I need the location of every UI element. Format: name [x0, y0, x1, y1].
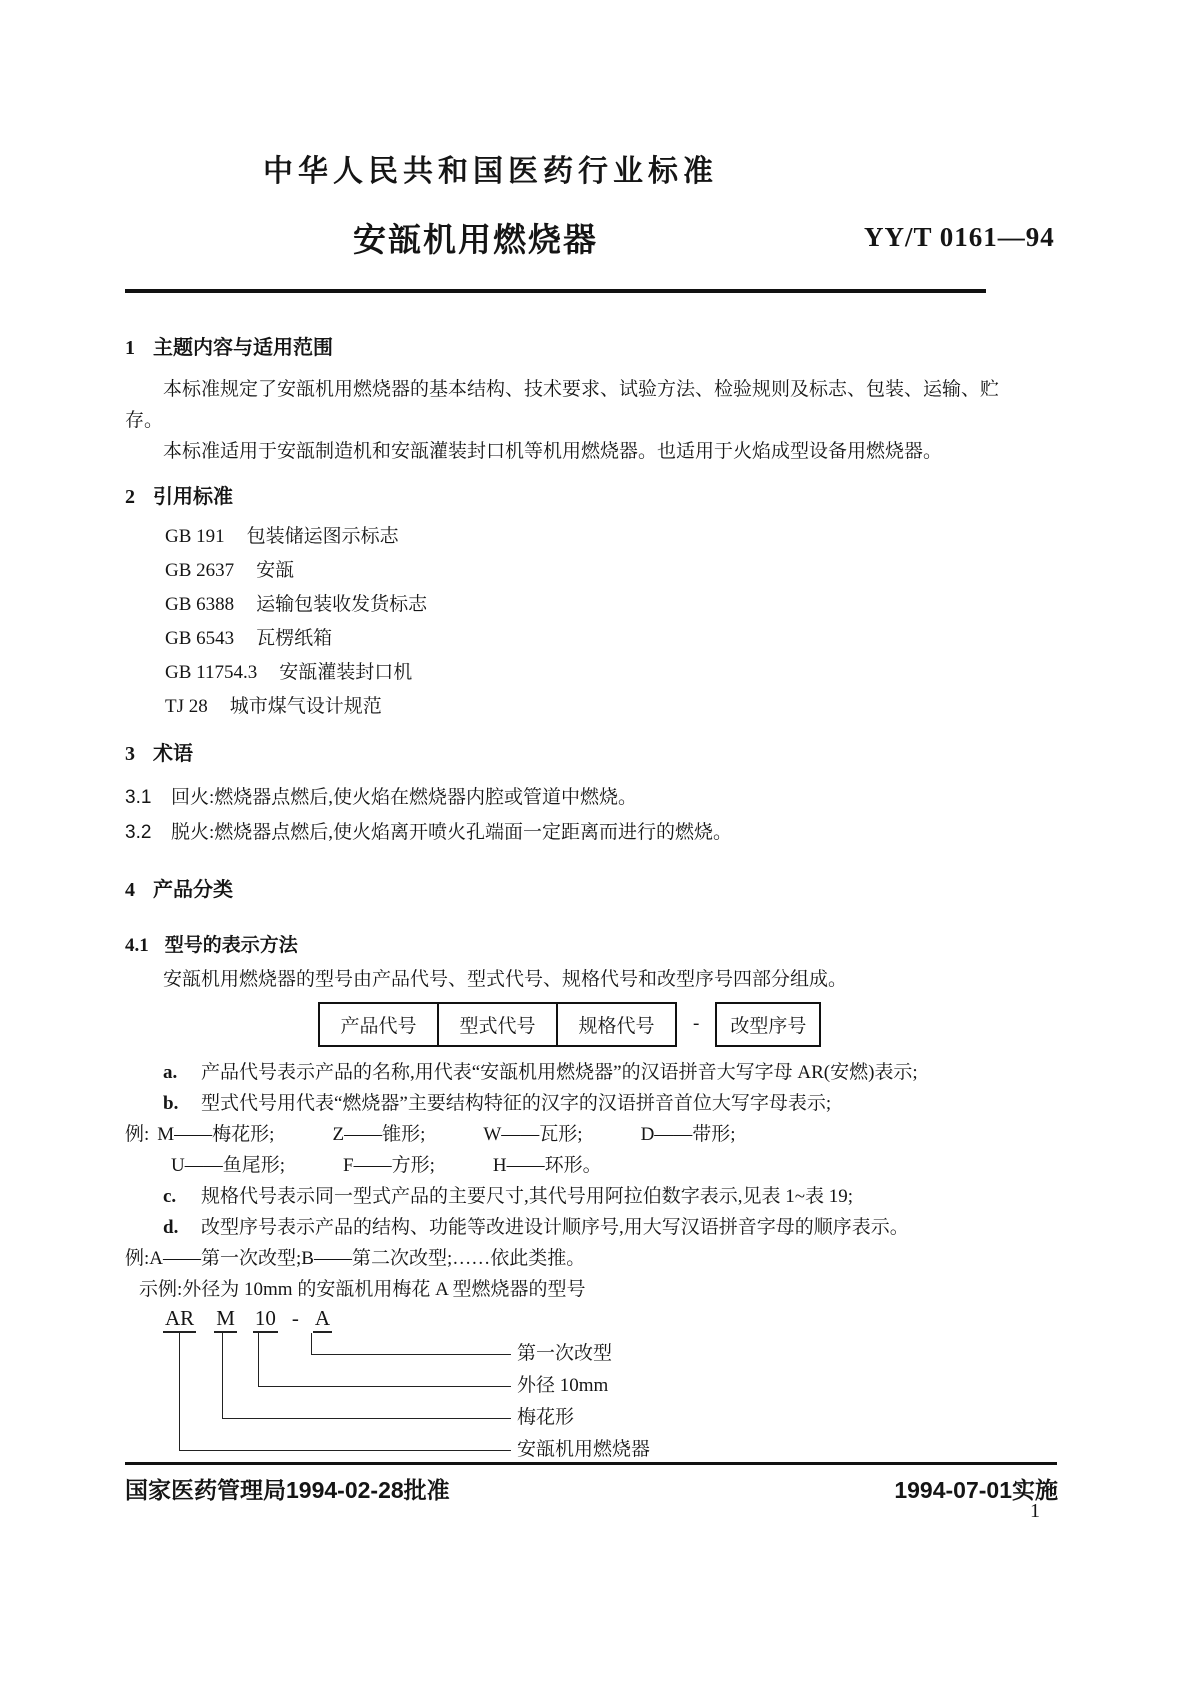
callout-connector-line	[179, 1333, 511, 1451]
example-prefix: 例:	[125, 1124, 150, 1145]
reference-title: 安瓿灌装封口机	[279, 662, 413, 683]
model-box-revision-code: 改型序号	[715, 1002, 821, 1047]
section-4-1-number: 4.1	[125, 935, 149, 956]
reference-code: TJ 28	[165, 696, 208, 717]
reference-item	[165, 622, 1009, 656]
callout-label-product: 安瓿机用燃烧器	[517, 1439, 651, 1460]
org-line: 中华人民共和国医药行业标准	[263, 155, 718, 188]
model-designation-string	[163, 1305, 332, 1333]
model-part-revision: A	[313, 1305, 332, 1333]
classification-items	[125, 1057, 1009, 1305]
type-example: Z——锥形;	[332, 1124, 426, 1145]
model-code-diagram	[318, 1003, 1009, 1045]
page-title: 安瓿机用燃烧器	[353, 221, 598, 258]
item-d-text: 改型序号表示产品的结构、功能等改进设计顺序号,用大写汉语拼音字母的顺序表示。	[201, 1217, 909, 1238]
term-item	[125, 815, 1009, 850]
model-part-spec: 10	[253, 1305, 278, 1333]
model-part-product: AR	[163, 1305, 196, 1333]
reference-item	[165, 690, 1009, 724]
reference-title: 包装储运图示标志	[246, 526, 399, 547]
reference-item	[165, 520, 1009, 554]
item-a	[163, 1057, 1009, 1088]
callout-label-type: 梅花形	[517, 1407, 575, 1428]
callout-label-diameter: 外径 10mm	[517, 1375, 609, 1396]
reference-code: GB 6388	[165, 594, 235, 615]
section-3-title: 术语	[153, 743, 193, 765]
type-example: M——梅花形;	[157, 1124, 275, 1145]
section-4-1-title: 型号的表示方法	[164, 935, 298, 956]
reference-code: GB 191	[165, 526, 225, 547]
reference-item	[165, 656, 1009, 690]
reference-item	[165, 554, 1009, 588]
section-4-heading	[125, 877, 1009, 903]
item-b	[163, 1088, 1009, 1119]
section-4-number: 4	[125, 879, 135, 901]
model-part-dash: -	[291, 1306, 299, 1330]
model-designation-diagram	[125, 1305, 1009, 1460]
section-3-number: 3	[125, 743, 135, 765]
item-d	[163, 1212, 1009, 1243]
reference-title: 安瓿	[256, 560, 295, 581]
model-intro-paragraph: 安瓿机用燃烧器的型号由产品代号、型式代号、规格代号和改型序号四部分组成。	[163, 969, 848, 990]
item-c-label: c.	[163, 1186, 177, 1207]
type-example: U——鱼尾形;	[171, 1155, 286, 1176]
section-1-title: 主题内容与适用范围	[153, 337, 333, 359]
footer-approval: 国家医药管理局1994-02-28批准	[125, 1477, 450, 1503]
type-code-examples-row-1	[125, 1119, 1009, 1150]
item-b-text: 型式代号用代表“燃烧器”主要结构特征的汉字的汉语拼音首位大写字母表示;	[201, 1093, 832, 1114]
type-example: H——环形。	[492, 1155, 602, 1176]
item-d-label: d.	[163, 1217, 179, 1238]
item-c	[163, 1181, 1009, 1212]
section-1-paragraph-2: 本标准适用于安瓿制造机和安瓿灌装封口机等机用燃烧器。也适用于火焰成型设备用燃烧器。	[163, 441, 943, 462]
reference-title: 城市煤气设计规范	[229, 696, 382, 717]
model-part-type: M	[214, 1305, 237, 1333]
header-rule	[125, 289, 986, 293]
term-text: 脱火:燃烧器点燃后,使火焰离开喷火孔端面一定距离而进行的燃烧。	[171, 822, 733, 843]
item-a-text: 产品代号表示产品的名称,用代表“安瓿机用燃烧器”的汉语拼音大写字母 AR(安燃)表示;	[201, 1062, 918, 1083]
reference-title: 运输包装收发货标志	[256, 594, 428, 615]
reference-title: 瓦楞纸箱	[256, 628, 333, 649]
reference-code: GB 6543	[165, 628, 235, 649]
footer-rule	[125, 1462, 1057, 1465]
section-1-paragraph-1: 本标准规定了安瓿机用燃烧器的基本结构、技术要求、试验方法、检验规则及标志、包装、运输、贮存。	[125, 379, 1000, 431]
term-text: 回火:燃烧器点燃后,使火焰在燃烧器内腔或管道中燃烧。	[171, 787, 638, 808]
revision-example-line: 例:A——第一次改型;B——第二次改型;……依此类推。	[125, 1248, 586, 1269]
section-2-number: 2	[125, 486, 135, 508]
section-2-title: 引用标准	[153, 486, 233, 508]
callout-label-revision: 第一次改型	[517, 1343, 613, 1364]
reference-code: GB 2637	[165, 560, 235, 581]
page-number: 1	[1030, 1500, 1040, 1522]
section-3-heading	[125, 741, 1009, 767]
reference-item	[165, 588, 1009, 622]
term-number: 3.1	[125, 787, 152, 808]
item-c-text: 规格代号表示同一型式产品的主要尺寸,其代号用阿拉伯数字表示,见表 1~表 19;	[201, 1186, 854, 1207]
sample-intro-line: 示例:外径为 10mm 的安瓿机用梅花 A 型燃烧器的型号	[139, 1279, 586, 1300]
reference-code: GB 11754.3	[165, 662, 258, 683]
footer-implementation: 1994-07-01实施	[894, 1477, 1058, 1503]
model-code-box-group	[318, 1002, 677, 1047]
section-2-heading	[125, 484, 1009, 510]
model-box-product-code: 产品代号	[340, 1015, 417, 1037]
model-box-dash: -	[693, 1013, 700, 1034]
term-number: 3.2	[125, 822, 152, 843]
model-box-spec-code: 规格代号	[578, 1015, 655, 1037]
terms-list	[125, 780, 1009, 850]
standard-code: YY/T 0161—94	[864, 222, 1055, 252]
type-code-examples-row-2	[125, 1150, 1009, 1181]
document-body	[125, 320, 1009, 1460]
type-example: W——瓦形;	[483, 1124, 583, 1145]
reference-list	[125, 520, 1009, 724]
type-example: F——方形;	[343, 1155, 435, 1176]
section-4-title: 产品分类	[153, 879, 233, 901]
term-item	[125, 780, 1009, 815]
section-1-heading	[125, 335, 1009, 361]
item-a-label: a.	[163, 1062, 178, 1083]
type-example: D——带形;	[640, 1124, 736, 1145]
model-box-type-code: 型式代号	[437, 1004, 558, 1045]
item-b-label: b.	[163, 1093, 179, 1114]
section-1-number: 1	[125, 337, 135, 359]
section-4-1-heading	[125, 933, 1009, 958]
